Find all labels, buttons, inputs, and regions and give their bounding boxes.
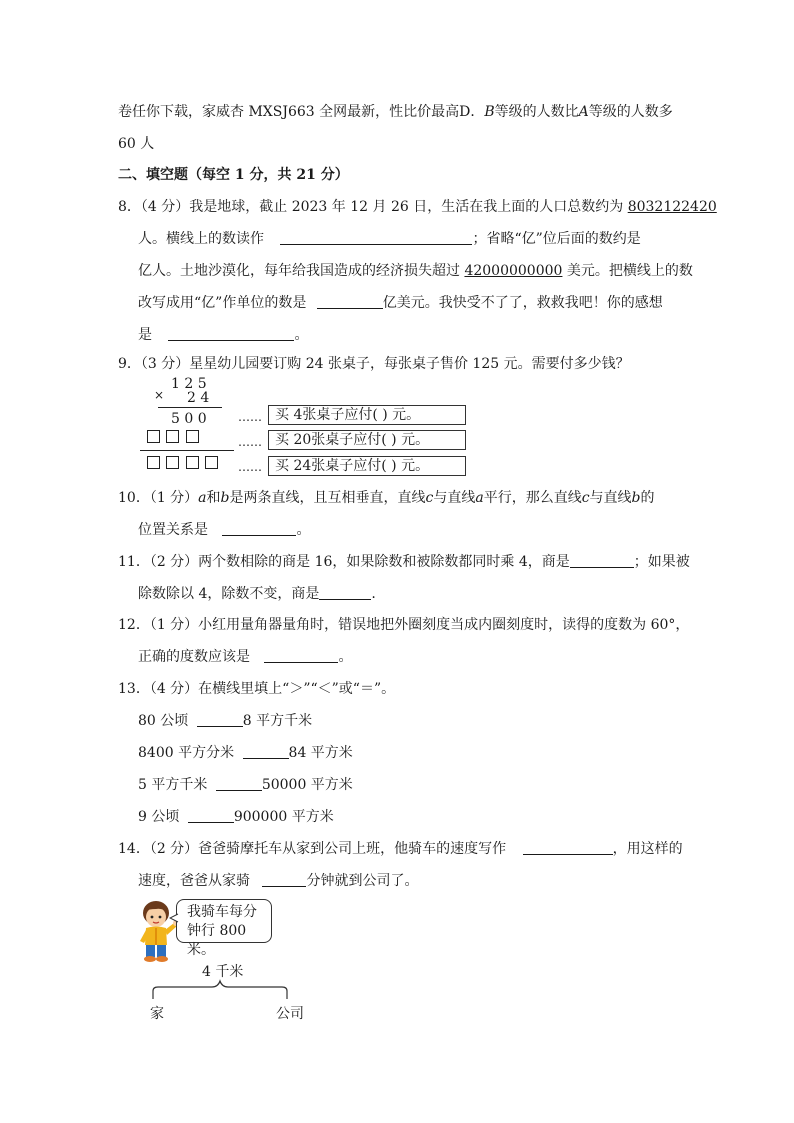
q9-dots: …… [238, 435, 262, 449]
q9-digit-box[interactable] [186, 456, 199, 469]
q8-population: 8032122420 [627, 199, 717, 215]
home-label: 家 [150, 1006, 164, 1022]
q13-row [138, 775, 353, 795]
q9-rule-2 [140, 450, 234, 451]
q10-t8: 平行，那么直线 [483, 490, 582, 506]
q9-multiplier: 2 4 [187, 390, 210, 406]
q10-line-1 [118, 488, 655, 508]
q13-left: 80 公顷 [138, 713, 189, 729]
q14-blank-speed[interactable] [523, 840, 613, 855]
q9-tag-20: 买 20张桌子应付( ) 元。 [268, 430, 466, 450]
q11-blank-1[interactable] [570, 553, 634, 568]
q14-text-1b: ，用这样的 [612, 841, 683, 857]
q14-text-1a: 14．（2 分）爸爸骑摩托车从家到公司上班，他骑车的速度写作 [118, 841, 507, 857]
q10-t12: 的 [640, 490, 655, 506]
intro-text-d: 等级的人数多 [588, 104, 673, 120]
q9-question: 9．（3 分）星星幼儿园要订购 24 张桌子，每张桌子售价 125 元。需要付多少钱？ [118, 356, 630, 372]
q8-text: 8．（4 分）我是地球，截止 2023 年 12 月 26 日，生活在我上面的人口总数约为 [118, 199, 628, 215]
q9-digit-box[interactable] [205, 456, 218, 469]
q13-blank[interactable] [188, 808, 234, 823]
q11-text-2b: . [371, 586, 376, 602]
intro-line-1 [118, 102, 673, 122]
q8-loss: 42000000000 [464, 263, 563, 279]
q8-text-2a: 人。横线上的数读作 [138, 231, 264, 247]
q9-digit-box[interactable] [147, 430, 160, 443]
q12-line-2 [138, 647, 352, 667]
section-title: 二、填空题（每空 1 分，共 21 分） [118, 167, 349, 183]
q9-digit-box[interactable] [147, 456, 160, 469]
q9-tag-4: 买 4张桌子应付( ) 元。 [268, 405, 466, 425]
q11-text-2a: 除数除以 4，除数不变，商是 [138, 586, 320, 602]
q8-text-5b: 。 [294, 327, 309, 343]
q13-left: 8400 平方分米 [138, 745, 235, 761]
q10-text-2b: 。 [296, 522, 311, 538]
q13-blank[interactable] [197, 712, 243, 727]
q8-line-4 [138, 293, 663, 313]
q9-multiplicand: 1 2 5 [171, 376, 207, 392]
q12-blank[interactable] [264, 648, 338, 663]
q13-left: 9 公顷 [138, 809, 180, 825]
q9-dots: …… [238, 460, 262, 474]
q13-right: 8 平方千米 [242, 713, 313, 729]
q9-digit-box[interactable] [186, 430, 199, 443]
q13-row [138, 743, 353, 763]
q10-var-b: b [631, 490, 641, 506]
q14-blank-minutes[interactable] [262, 872, 306, 887]
q9-digit-box[interactable] [166, 456, 179, 469]
q10-blank[interactable] [222, 521, 296, 536]
q8-text-4b: 亿美元。我快受不了了，救救我吧！你的感想 [382, 295, 663, 311]
q8-blank-yi[interactable] [317, 294, 383, 309]
q9-digit-box[interactable] [166, 430, 179, 443]
q9-times-sign: × [154, 388, 165, 402]
intro-text: 卷任你下载，家威杏 MXSJ663 全网最新，性比价最高D． [118, 104, 485, 120]
q8-line-2 [138, 229, 641, 249]
q14-text-2a: 速度，爸爸从家骑 [138, 873, 250, 889]
intro-text-c: 等级的人数比 [494, 104, 579, 120]
q14-line-1 [118, 839, 683, 859]
q10-t0: 10．（1 分） [118, 490, 199, 506]
q8-line-5 [138, 325, 308, 345]
q9-rule-1 [158, 407, 222, 408]
q13-blank[interactable] [243, 744, 289, 759]
q10-var-c: c [425, 490, 434, 506]
q12-text-2a: 正确的度数应该是 [138, 649, 250, 665]
q10-var-c: c [581, 490, 590, 506]
q10-t6: 与直线 [433, 490, 476, 506]
distance-label: 4 千米 [202, 964, 244, 980]
q12-text-2b: 。 [338, 649, 353, 665]
q8-text-5a: 是 [138, 327, 152, 343]
q14-line-2 [138, 871, 418, 891]
bubble-line-2: 钟行 800 米。 [187, 923, 247, 958]
q13-blank[interactable] [216, 776, 262, 791]
bubble-line-1: 我骑车每分 [187, 904, 257, 920]
q8-text-3b: 美元。把横线上的数 [562, 263, 693, 279]
q8-blank-read[interactable] [280, 230, 472, 245]
q10-text-2a: 位置关系是 [138, 522, 208, 538]
q8-text-3a: 亿人。土地沙漠化，每年给我国造成的经济损失超过 [138, 263, 465, 279]
q8-line-3 [138, 261, 693, 281]
q9-partial-product: 5 0 0 [171, 411, 207, 427]
q11-line-2 [138, 584, 376, 604]
q13-left: 5 平方千米 [138, 777, 208, 793]
q13-right: 50000 平方米 [261, 777, 353, 793]
q10-var-b: b [220, 490, 230, 506]
q8-line-1 [118, 197, 717, 217]
q11-text-1b: ；如果被 [633, 554, 690, 570]
intro-line-2: 60 人 [118, 136, 155, 152]
grade-a: A [578, 104, 589, 120]
q10-t2: 和 [206, 490, 221, 506]
q10-t10: 与直线 [589, 490, 632, 506]
q10-line-2 [138, 520, 310, 540]
q11-line-1 [118, 552, 690, 572]
q12-line-1: 12．（1 分）小红用量角器量角时，错误地把外圈刻度当成内圈刻度时，读得的度数为 60°， [118, 617, 690, 633]
q13-row [138, 711, 312, 731]
q8-text-4a: 改写成用“亿”作单位的数是 [138, 295, 307, 311]
bubble-tail-icon [169, 913, 179, 923]
distance-brace-icon [150, 979, 290, 1001]
q14-illustration [136, 895, 336, 1025]
company-label: 公司 [276, 1006, 304, 1022]
q14-text-2b: 分钟就到公司了。 [306, 873, 419, 889]
q10-var-a: a [198, 490, 207, 506]
q11-text-1a: 11．（2 分）两个数相除的商是 16，如果除数和被除数都同时乘 4，商是 [118, 554, 570, 570]
q9-tag-24: 买 24张桌子应付( ) 元。 [268, 456, 466, 476]
q13-question: 13．（4 分）在横线里填上“＞”“＜”或“＝”。 [118, 681, 396, 697]
q13-right: 900000 平方米 [233, 809, 334, 825]
q9-dots: …… [238, 410, 262, 424]
q13-row [138, 807, 334, 827]
grade-b: B [484, 104, 495, 120]
q8-text-2b: ；省略“亿”位后面的数约是 [472, 231, 641, 247]
q10-var-a: a [475, 490, 484, 506]
q13-right: 84 平方米 [288, 745, 353, 761]
speech-bubble [176, 899, 272, 958]
q10-t4: 是两条直线，且互相垂直，直线 [229, 490, 426, 506]
q8-blank-feeling[interactable] [168, 326, 294, 341]
q11-blank-2[interactable] [319, 585, 371, 600]
